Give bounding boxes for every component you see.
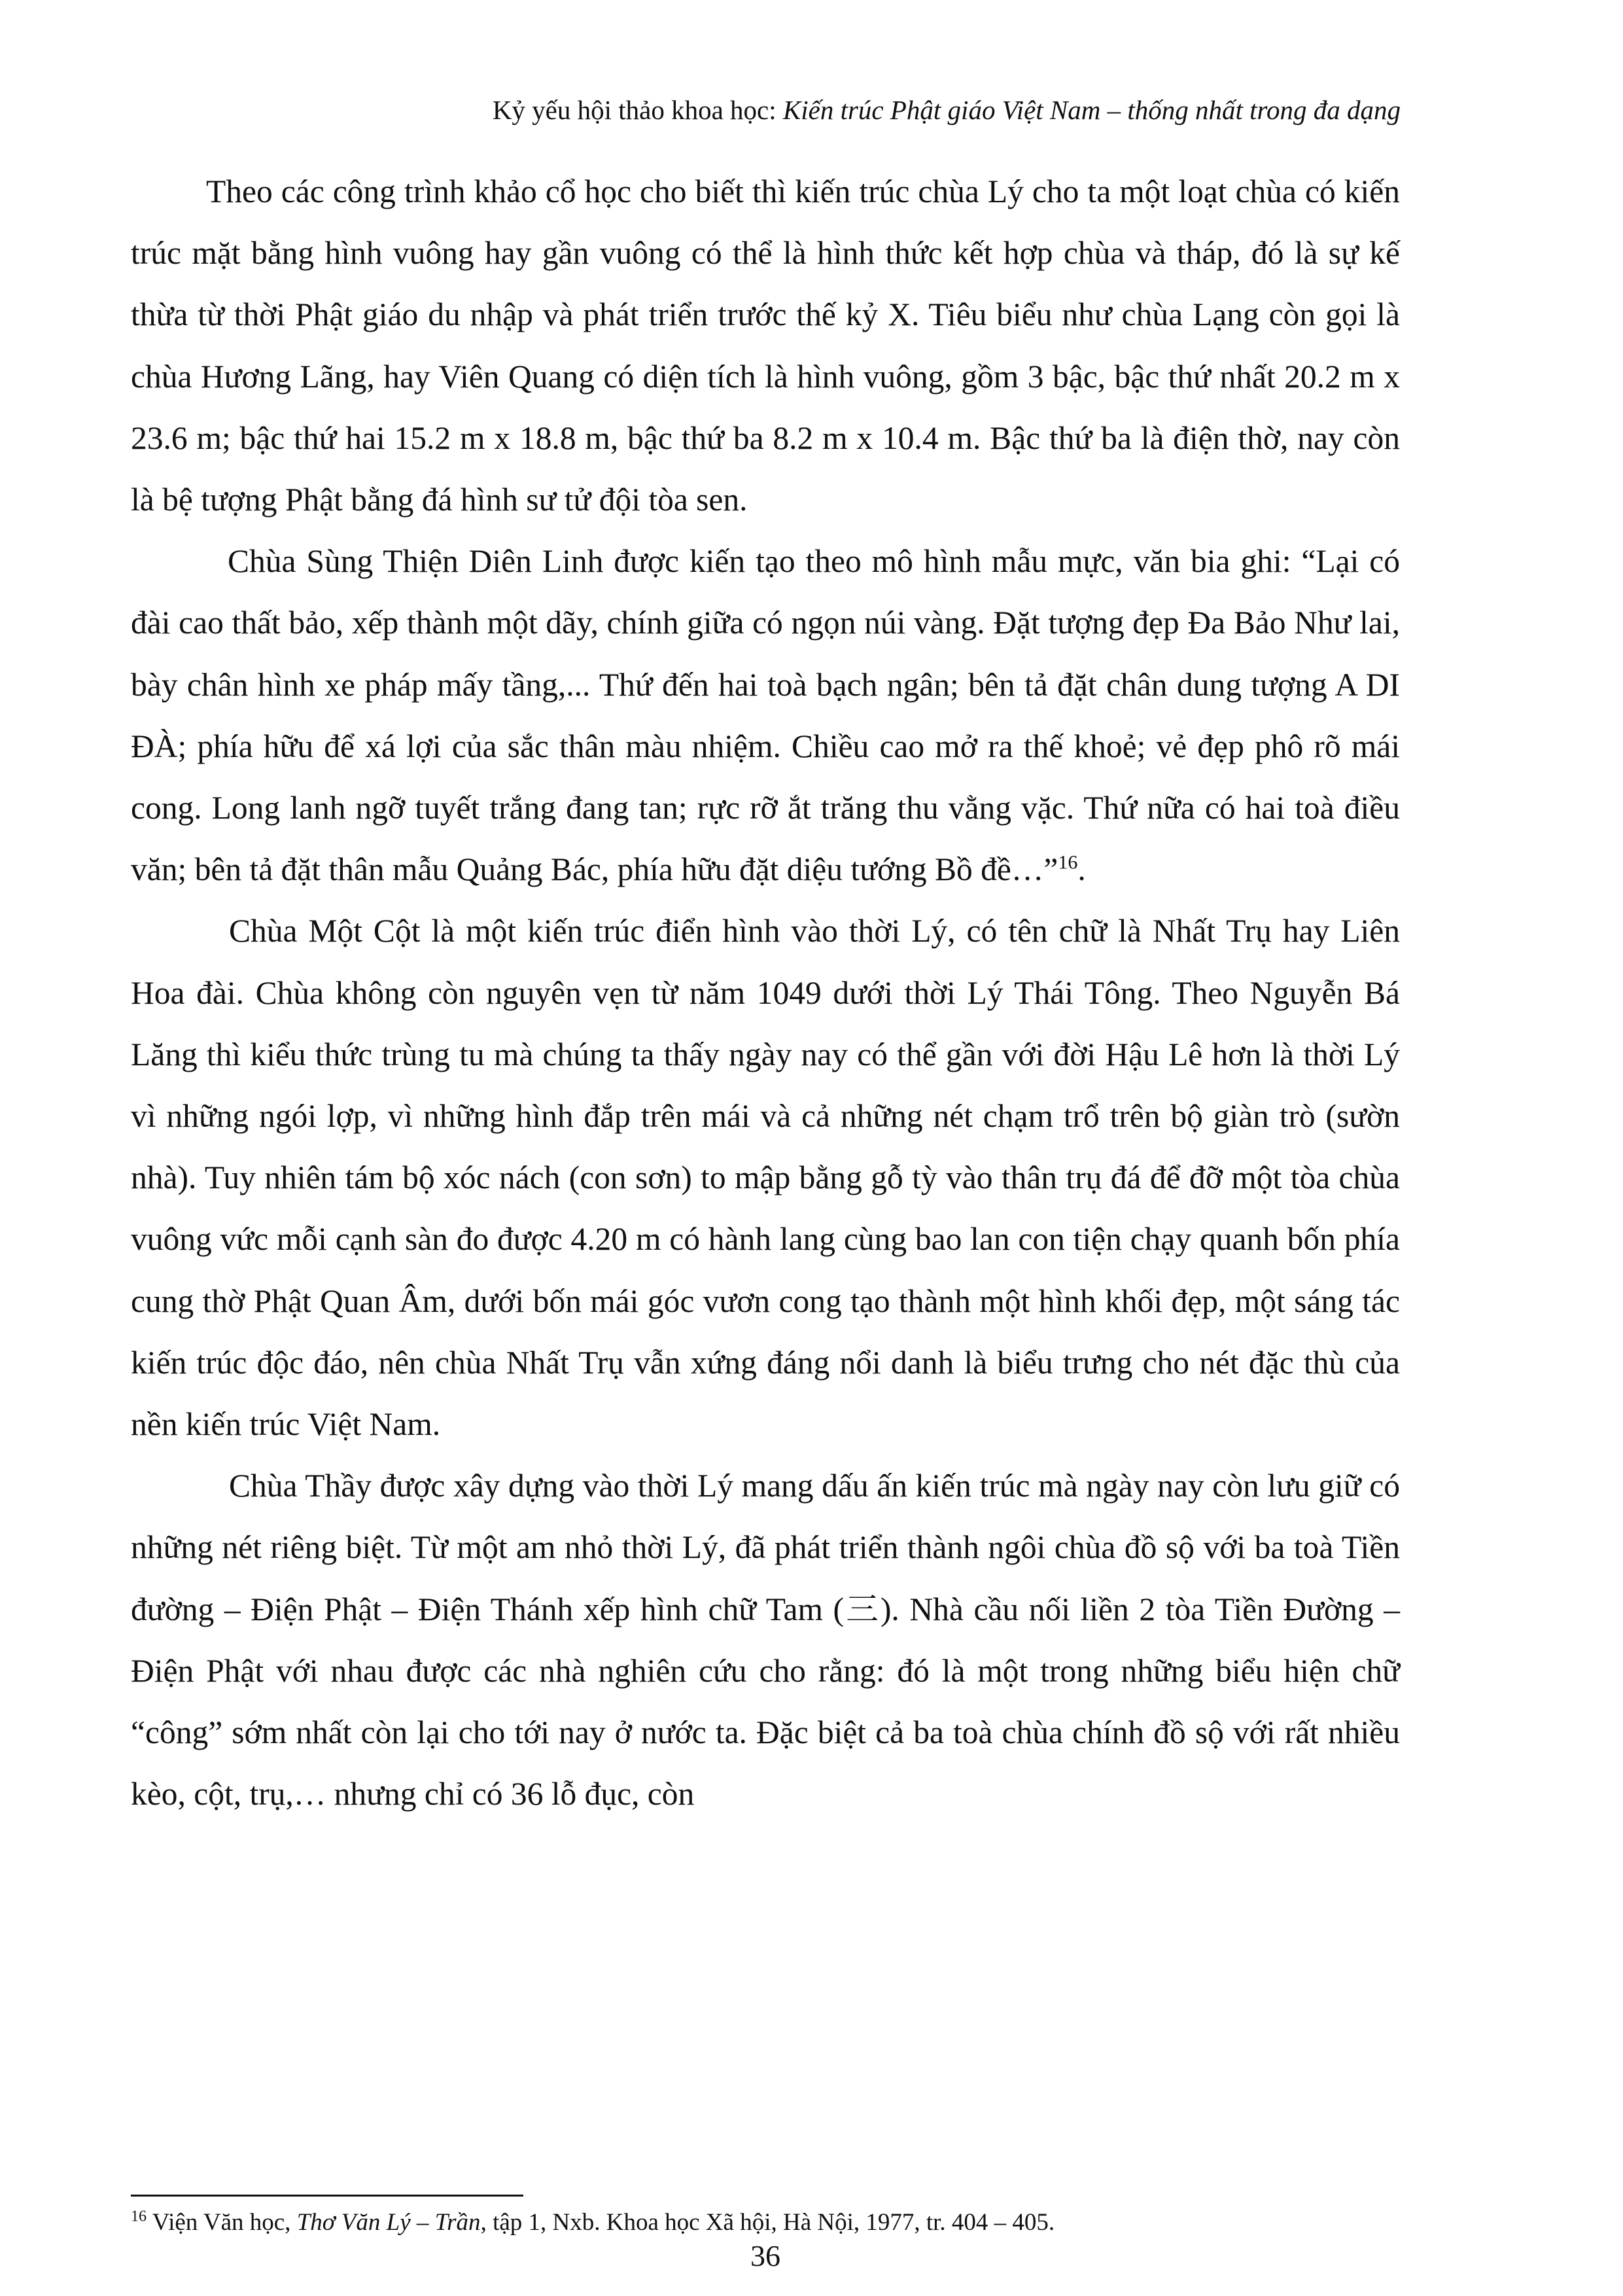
paragraph-2 [131,531,1400,900]
paragraph-4: Chùa Thầy được xây dựng vào thời Lý mang dấu ấn kiến trúc mà ngày nay còn lưu giữ có những nét riêng biệt. Từ một am nhỏ thời Lý, đã phát triển thành ngôi chùa đồ sộ với ba toà Tiền đường – Điện Phật – Điện Thánh xếp hình chữ Tam (三). Nhà cầu nối liền 2 tòa Tiền Đường – Điện Phật với nhau được các nhà nghiên cứu cho rằng: đó là một trong những biểu hiện chữ “công” sớm nhất còn lại cho tới nay ở nước ta. Đặc biệt cả ba toà chùa chính đồ sộ với rất nhiều kèo, cột, trụ,… nhưng chỉ có 36 lỗ đục, còn [131,1468,1400,1812]
paragraph-1: Theo các công trình khảo cổ học cho biết thì kiến trúc chùa Lý cho ta một loạt chùa có kiến trúc mặt bằng hình vuông hay gần vuông có thể là hình thức kết hợp chùa và tháp, đó là sự kế thừa từ thời Phật giáo du nhập và phát triển trước thế kỷ X. Tiêu biểu như chùa Lạng còn gọi là chùa Hương Lãng, hay Viên Quang có diện tích là hình vuông, gồm 3 bậc, bậc thứ nhất 20.2 m x 23.6 m; bậc thứ hai 15.2 m x 18.8 m, bậc thứ ba 8.2 m x 10.4 m. Bậc thứ ba là điện thờ, nay còn là bệ tượng Phật bằng đá hình sư tử đội tòa sen. [131,173,1400,518]
footnote-number: 16 [131,2208,147,2225]
paragraph-3: Chùa Một Cột là một kiến trúc điển hình vào thời Lý, có tên chữ là Nhất Trụ hay Liên Hoa đài. Chùa không còn nguyên vẹn từ năm 1049 dưới thời Lý Thái Tông. Theo Nguyễn Bá Lăng thì kiểu thức trùng tu mà chúng ta thấy ngày nay có thể gần với đời Hậu Lê hơn là thời Lý vì những ngói lợp, vì những hình đắp trên mái và cả những nét chạm trổ trên bộ giàn trò (sườn nhà). Tuy nhiên tám bộ xóc nách (con sơn) to mập bằng gỗ tỳ vào thân trụ đá để đỡ một tòa chùa vuông vức mỗi cạnh sàn đo được 4.20 m có hành lang cùng bao lan con tiện chạy quanh bốn phía cung thờ Phật Quan Âm, dưới bốn mái góc vươn cong tạo thành một hình khối đẹp, một sáng tác kiến trúc độc đáo, nên chùa Nhất Trụ vẫn xứng đáng nổi danh là biểu trưng cho nét đặc thù của nền kiến trúc Việt Nam. [131,913,1400,1443]
footnote-rest: , tập 1, Nxb. Khoa học Xã hội, Hà Nội, 1977, tr. 404 – 405. [480,2209,1055,2236]
paragraph-2-text: Chùa Sùng Thiện Diên Linh được kiến tạo theo mô hình mẫu mực, văn bia ghi: “Lại có đài cao thất bảo, xếp thành một dãy, chính giữa có ngọn núi vàng. Đặt tượng đẹp Đa Bảo Như lai, bày chân hình xe pháp mấy tầng,... Thứ đến hai toà bạch ngân; bên tả đặt chân dung tượng A DI ĐÀ; phía hữu để xá lợi của sắc thân màu nhiệm. Chiều cao mở ra thế khoẻ; vẻ đẹp phô rõ mái cong. Long lanh ngỡ tuyết trắng đang tan; rực rỡ ắt trăng thu vằng vặc. Thứ nữa có hai toà điều văn; bên tả đặt thân mẫu Quảng Bác, phía hữu đặt diệu tướng Bồ đề…” [131,543,1400,888]
body-text [131,161,1400,1825]
footnote-title: Thơ Văn Lý – Trần [296,2209,481,2236]
footnote-prefix: Viện Văn học, [147,2209,297,2236]
running-header [131,90,1401,130]
footnote-separator [131,2195,523,2197]
header-prefix: Kỷ yếu hội thảo khoa học: [492,95,783,125]
footnote [131,2206,1400,2239]
footnote-reference[interactable]: 16 [1058,851,1078,874]
page-number: 36 [750,2239,780,2272]
paragraph-2-end: . [1077,851,1086,888]
header-title: Kiến trúc Phật giáo Việt Nam – thống nhất trong đa dạng [782,95,1401,125]
